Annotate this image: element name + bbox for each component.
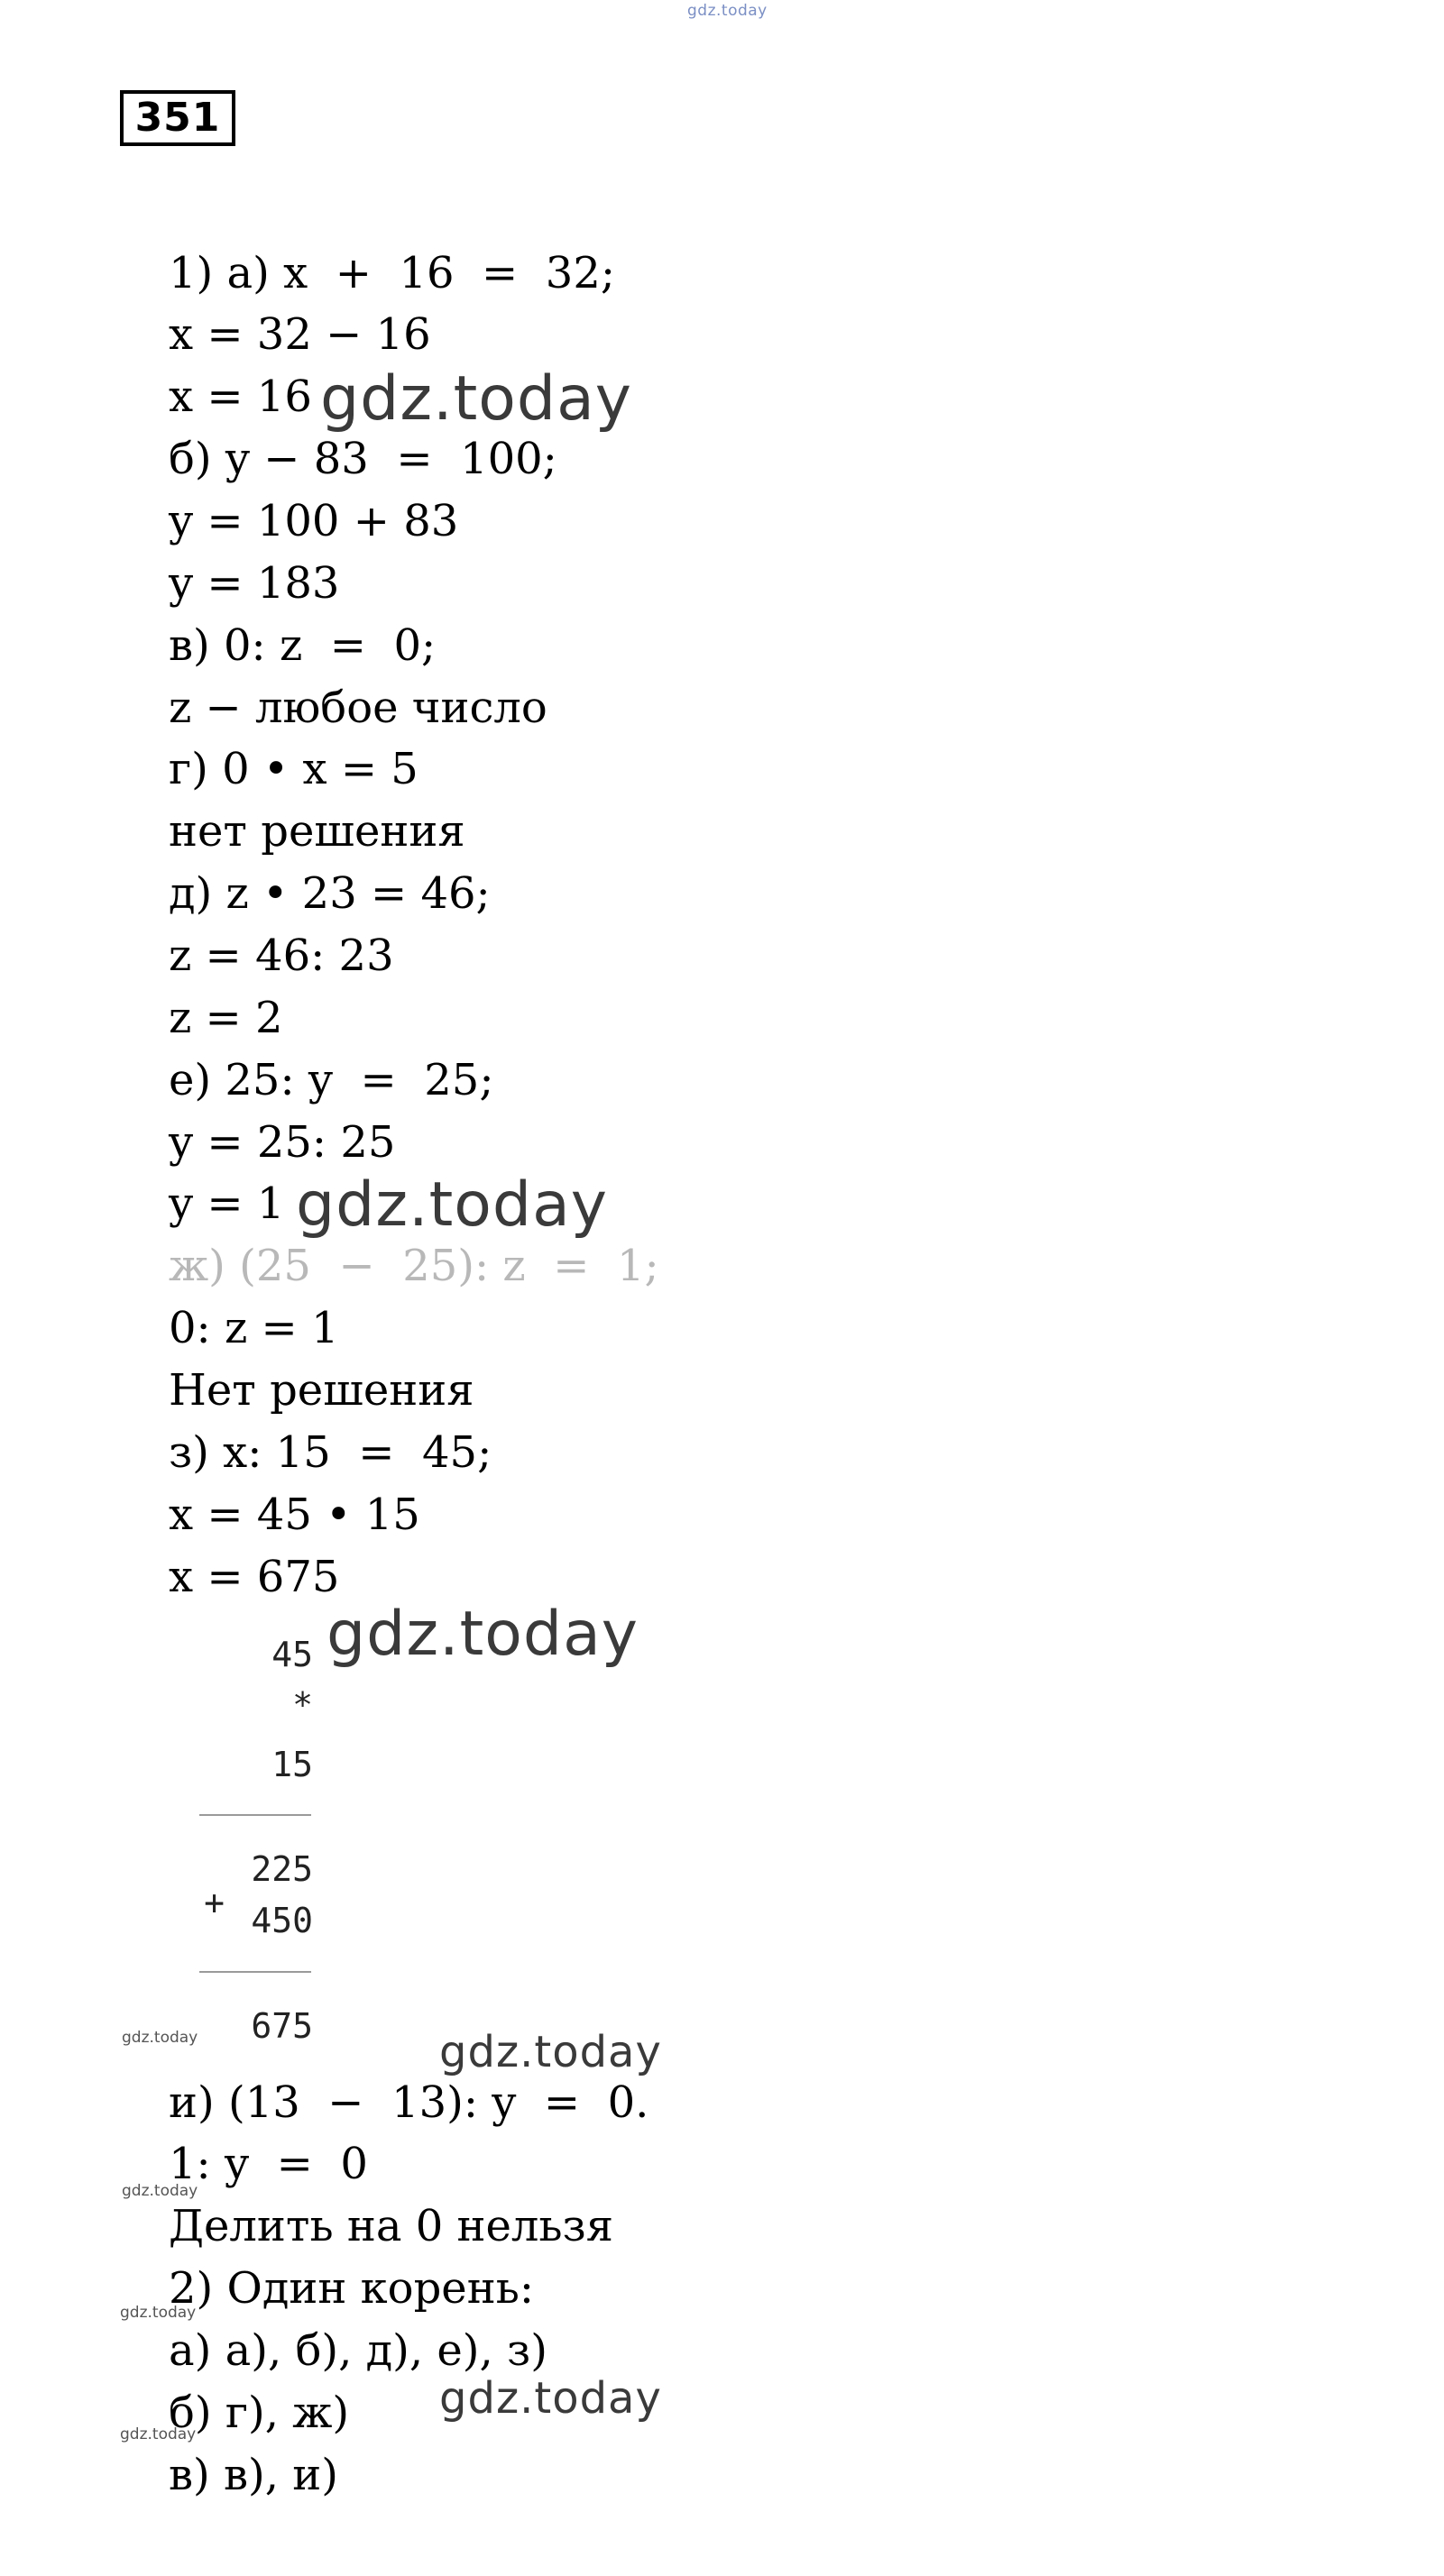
multiplicand: 45 [271,1635,313,1674]
solution-line: x = 45 • 15 [169,1490,420,1540]
solution-line: г) 0 • x = 5 [169,744,418,794]
multiplication-result: 675 [251,2006,313,2046]
solution-line: y = 1 [169,1178,285,1229]
solution-line: z − любое число [169,683,547,733]
solution-line: б) г), ж) [169,2388,350,2438]
solution-line: д) z • 23 = 46; [169,868,491,919]
solution-line: x = 675 [169,1552,340,1602]
solution-line: Делить на 0 нельзя [169,2201,614,2251]
solution-line: нет решения [169,806,465,857]
solution-line: в) в), и) [169,2450,338,2500]
watermark: gdz.today [120,2304,197,2322]
solution-line: 2) Один корень: [169,2263,534,2314]
solution-line: z = 46: 23 [169,930,394,981]
plus-sign: + [204,1883,225,1922]
top-watermark: gdz.today [687,2,768,20]
solution-line: б) y − 83 = 100; [169,434,557,484]
watermark: gdz.today [296,1169,608,1241]
multiplier: 15 [271,1745,313,1784]
solution-line: 0: z = 1 [169,1303,339,1353]
solution-line: Нет решения [169,1365,474,1416]
solution-line: а) а), б), д), е), з) [169,2325,547,2376]
solution-line: y = 183 [169,558,340,609]
solution-line: x = 16 [169,371,312,422]
solution-line: е) 25: y = 25; [169,1055,494,1105]
solution-line: ж) (25 − 25): z = 1; [169,1241,659,1291]
multiply-sign: * [292,1685,313,1725]
solution-line: 1: y = 0 [169,2139,368,2189]
watermark: gdz.today [120,2425,197,2443]
partial-product: 450 [251,1901,313,1940]
solution-line: y = 25: 25 [169,1117,396,1168]
problem-number: 351 [120,90,235,146]
watermark: gdz.today [327,1599,639,1670]
watermark: gdz.today [439,2027,662,2077]
divider-line [199,1814,311,1816]
solution-line: z = 2 [169,993,283,1043]
watermark: gdz.today [122,2182,198,2200]
solution-line: 1) а) x + 16 = 32; [169,248,616,298]
solution-line: в) 0: z = 0; [169,620,437,671]
solution-line: y = 100 + 83 [169,496,459,546]
watermark: gdz.today [320,363,632,435]
divider-line [199,1971,311,1973]
solution-line: з) x: 15 = 45; [169,1427,492,1478]
partial-product: 225 [251,1849,313,1889]
watermark: gdz.today [439,2373,662,2424]
solution-line: и) (13 − 13): y = 0. [169,2077,649,2128]
watermark: gdz.today [122,2029,198,2047]
solution-line: x = 32 − 16 [169,309,431,360]
